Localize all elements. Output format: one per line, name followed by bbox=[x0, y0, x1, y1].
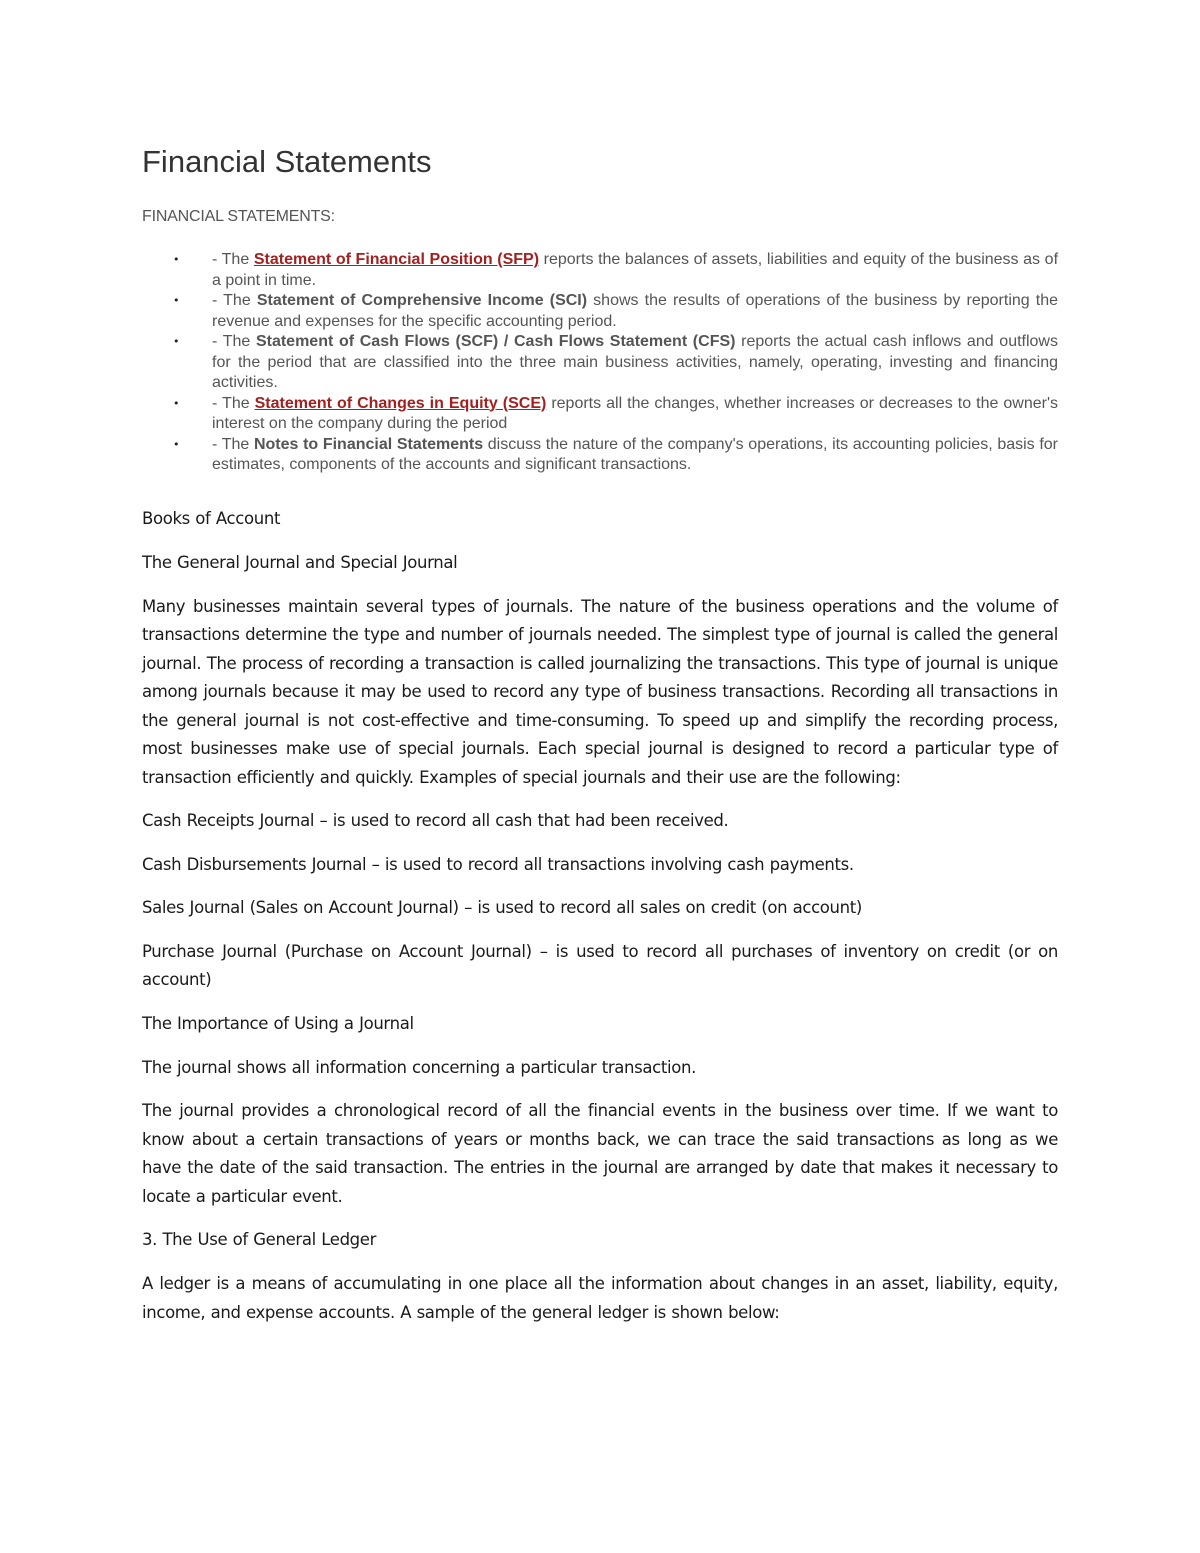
special-journal-sales: Sales Journal (Sales on Account Journal) – is used to record all sales on credit (on account) bbox=[142, 898, 862, 917]
page-title: Financial Statements bbox=[142, 144, 432, 179]
importance-paragraph-1: The journal shows all information concerning a particular transaction. bbox=[142, 1057, 696, 1077]
journal-heading: The General Journal and Special Journal bbox=[142, 552, 458, 572]
bullet-icon: • bbox=[173, 335, 180, 348]
item-prefix: - The bbox=[212, 292, 257, 309]
sfp-link[interactable]: Statement of Financial Position (SFP) bbox=[253, 251, 540, 268]
item-prefix: - The bbox=[212, 333, 256, 350]
bullet-icon: • bbox=[173, 396, 180, 410]
document-page bbox=[142, 138, 1058, 1327]
journal-paragraph: Many businesses maintain several types of journals. The nature of the business operations and the volume of transactions determine the type and number of journals needed. The simplest type of journal is called the general journal. The process of recording a transaction is called journalizing the transactions. This type of journal is unique among journals because it may be used to record any type of business transactions. Recording all transactions in the general journal is not cost-effective and time-consuming. To speed up and simplify the recording process, most businesses make use of special journals. Each special journal is designed to record a particular type of transaction efficiently and quickly. Examples of special journals and their use are the following: bbox=[142, 596, 1058, 787]
list-item bbox=[142, 435, 1058, 476]
item-prefix: - The bbox=[212, 435, 254, 453]
ledger-heading: 3. The Use of General Ledger bbox=[142, 1230, 377, 1249]
notes-name: Notes to Financial Statements bbox=[253, 435, 484, 453]
item-desc: discuss the nature of the company's operations, its accounting policies, basis for estimates, components of the accounts and significant transactions. bbox=[212, 435, 1059, 473]
special-journal-cash-receipts: Cash Receipts Journal – is used to record all cash that had been received. bbox=[142, 811, 729, 830]
importance-paragraph-2: The journal provides a chronological record of all the financial events in the business over time. If we want to know about a certain transactions of years or months back, we can trace the said transactions as long as we have the date of the said transaction. The entries in the journal are arranged by date that makes it necessary to locate a particular event. bbox=[142, 1101, 1058, 1206]
item-desc: reports all the changes, whether increases or decreases to the owner's interest on the company during the period bbox=[212, 394, 1059, 432]
item-desc: shows the results of operations of the business by reporting the revenue and expenses for the specific accounting period. bbox=[212, 292, 1059, 330]
list-item bbox=[142, 250, 1058, 291]
special-journal-purchase: Purchase Journal (Purchase on Account Journal) – is used to record all purchases of inventory on credit (or on account) bbox=[142, 941, 1058, 989]
special-journal-cash-disbursements: Cash Disbursements Journal – is used to record all transactions involving cash payments. bbox=[142, 854, 854, 874]
bullet-icon: • bbox=[173, 437, 180, 451]
item-prefix: - The bbox=[212, 394, 255, 412]
ledger-paragraph: A ledger is a means of accumulating in one place all the information about changes in an asset, liability, equity, income, and expense accounts. A sample of the general ledger is shown below: bbox=[142, 1274, 1058, 1322]
bullet-icon: • bbox=[173, 253, 180, 266]
list-item bbox=[142, 394, 1058, 435]
scf-name: Statement of Cash Flows (SCF) / Cash Flows Statement (CFS) bbox=[255, 333, 736, 350]
bullet-icon: • bbox=[173, 294, 180, 307]
statements-list bbox=[142, 250, 1058, 476]
item-desc: reports the balances of assets, liabilities and equity of the business as of a point in time. bbox=[212, 251, 1059, 289]
sce-link[interactable]: Statement of Changes in Equity (SCE) bbox=[254, 394, 547, 412]
section-label: FINANCIAL STATEMENTS: bbox=[142, 208, 335, 225]
item-prefix: - The bbox=[212, 251, 254, 268]
books-heading: Books of Account bbox=[142, 508, 281, 528]
sci-name: Statement of Comprehensive Income (SCI) bbox=[256, 292, 588, 309]
importance-heading: The Importance of Using a Journal bbox=[142, 1013, 414, 1033]
body-content bbox=[142, 505, 1058, 1328]
item-desc: reports the actual cash inflows and outflows for the period that are classified into the three main business activities, namely, operating, investing and financing activities. bbox=[212, 333, 1058, 391]
list-item bbox=[142, 291, 1058, 332]
list-item bbox=[142, 332, 1058, 394]
